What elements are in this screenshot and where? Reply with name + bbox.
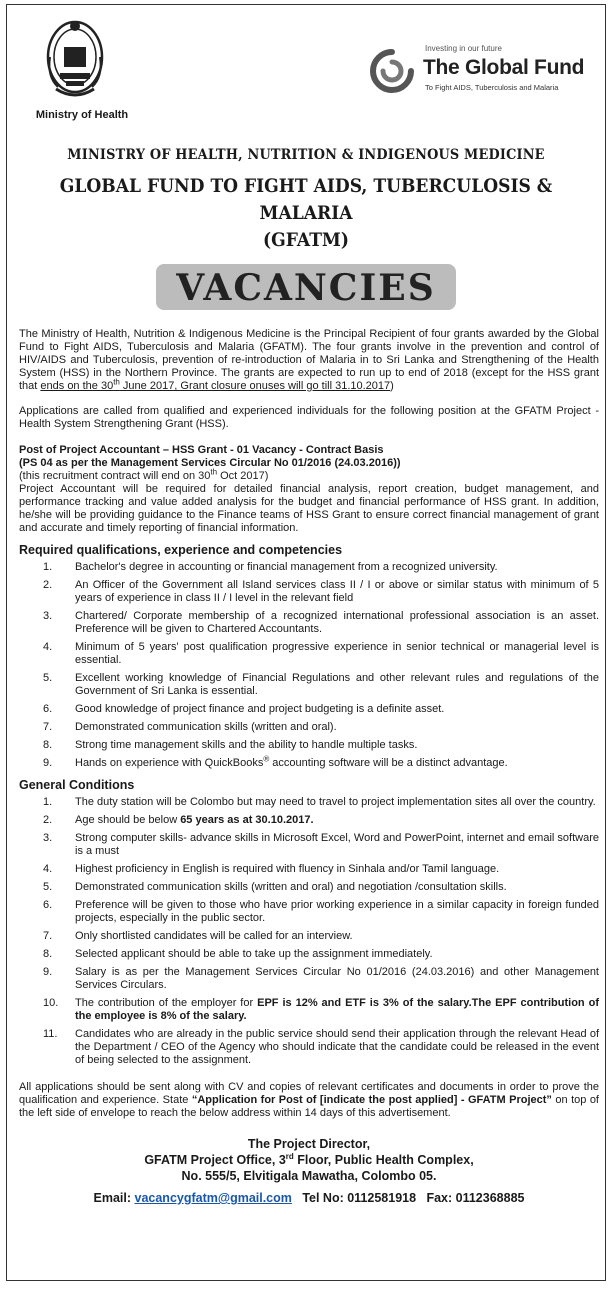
intro-underlined-b: June 2017, Grant closure onuses will go till 31.10.2017	[119, 380, 391, 392]
global-fund-tagline: Investing in our future	[425, 44, 502, 53]
item-text: Candidates who are already in the public service should send their application through the relevant Head of the Department / CEO of the Agency who should indicate that the candidate could be released in the event of being selected to the assignment.	[75, 1028, 599, 1066]
item-number: 2.	[43, 579, 53, 591]
qualifications-heading: Required qualifications, experience and competencies	[19, 543, 343, 557]
contact-line	[19, 1192, 599, 1205]
item-number: 4.	[43, 863, 53, 875]
item-number: 3.	[43, 832, 53, 844]
applications-paragraph: Applications are called from qualified and experienced individuals for the following position at the GFATM Project - Health System Strengthening Grant (HSS).	[19, 405, 599, 430]
email-label: Email:	[93, 1191, 135, 1205]
closing-b: “Application for Post of [indicate the post applied] - GFATM Project”	[191, 1094, 552, 1106]
intro-paragraph	[19, 328, 599, 393]
intro-text: The Ministry of Health, Nutrition & Indigenous Medicine is the Principal Recipient of four grants awarded by the Global Fund to Fight AIDS, Tuberculosis and Malaria (GFATM). The four grants involve in the prevention and control of HIV/AIDS and Tuberculosis, prevention of re-introduction of Malaria in to Sri Lanka and Strengthening of the Health System (HSS) in the Northern Province. The grants are expected to run up to end of 2018 (except for the HSS grant that	[19, 328, 599, 392]
item-number: 7.	[43, 721, 53, 733]
item-text: Demonstrated communication skills (written and oral) and negotiation /consultation skills.	[75, 881, 507, 893]
list-item	[19, 832, 599, 858]
vacancies-banner	[7, 264, 605, 310]
item-number: 10.	[43, 997, 59, 1009]
global-fund-logo	[359, 40, 599, 100]
list-item	[19, 739, 599, 752]
item-text: Excellent working knowledge of Financial Regulations and other relevant rules and regulations of the Government of Sri Lanka is essential.	[75, 672, 599, 697]
list-item	[19, 754, 599, 770]
item-text	[75, 997, 599, 1023]
fax-number: Fax: 0112368885	[426, 1191, 525, 1205]
item-text: Only shortlisted candidates will be called for an interview.	[75, 930, 353, 942]
address-block	[19, 1136, 599, 1184]
ministry-label: Ministry of Health	[35, 109, 129, 121]
vacancies-title: VACANCIES	[156, 264, 456, 310]
list-item	[19, 703, 599, 716]
list-item	[19, 721, 599, 734]
item-number: 9.	[43, 966, 53, 978]
item-number: 4.	[43, 641, 53, 653]
item-number: 8.	[43, 739, 53, 751]
item-number: 11.	[43, 1028, 58, 1040]
global-fund-mark-icon	[369, 48, 415, 94]
gfatm-heading-line1: GLOBAL FUND TO FIGHT AIDS, TUBERCULOSIS & MALARIA	[59, 175, 553, 224]
list-item	[19, 641, 599, 667]
item-number: 5.	[43, 881, 53, 893]
list-item	[19, 610, 599, 636]
item-text: Selected applicant should be able to take up the assignment immediately.	[75, 948, 433, 960]
item-number: 6.	[43, 703, 53, 715]
item-number: 8.	[43, 948, 53, 960]
email-link[interactable]: vacancygfatm@gmail.com	[134, 1191, 292, 1205]
body	[7, 328, 605, 1205]
global-fund-name: The Global Fund	[423, 56, 585, 79]
item-text: Good knowledge of project finance and project budgeting is a definite asset.	[75, 703, 445, 715]
address-sup: rd	[285, 1151, 294, 1161]
item-number: 3.	[43, 610, 53, 622]
list-item	[19, 863, 599, 876]
list-item	[19, 966, 599, 992]
global-fund-subtitle: To Fight AIDS, Tuberculosis and Malaria	[425, 83, 559, 92]
item-number: 1.	[43, 796, 53, 808]
sri-lanka-emblem-icon	[44, 17, 106, 101]
item-number: 2.	[43, 814, 53, 826]
post-note	[19, 467, 599, 483]
intro-end: )	[390, 380, 394, 392]
item-number: 7.	[43, 930, 53, 942]
item-text: Salary is as per the Management Services Circular No 01/2016 (24.03.2016) and other Management Services Circulars.	[75, 966, 599, 991]
c2-b: 65 years as at 30.10.2017.	[180, 814, 314, 826]
address-line2-b: Floor, Public Health Complex,	[293, 1153, 474, 1167]
closing-a: All applications should be sent along with CV and copies of relevant certificates and documents in order to prove the qualification and experience. State	[19, 1081, 599, 1106]
item9-b: accounting software will be a distinct advantage.	[269, 757, 508, 769]
list-item	[19, 930, 599, 943]
item-text: Strong computer skills- advance skills in Microsoft Excel, Word and PowerPoint, internet and email software is a must	[75, 832, 599, 857]
item-text	[75, 814, 599, 827]
ministry-heading: MINISTRY OF HEALTH, NUTRITION & INDIGENOUS MEDICINE	[67, 147, 545, 163]
closing-c: on top of the left side of envelope to reach the below address within 14 days of this advertisement.	[19, 1094, 599, 1119]
item-text: Preference will be given to those who have prior working experience in a similar capacity in foreign funded projects, especially in the public sector.	[75, 899, 599, 924]
item-number: 6.	[43, 899, 53, 911]
post-section	[19, 444, 599, 535]
item-number: 5.	[43, 672, 53, 684]
list-item	[19, 899, 599, 925]
item-number: 1.	[43, 561, 53, 573]
item-text	[75, 754, 599, 770]
address-line2	[19, 1152, 599, 1168]
post-note-sup: th	[210, 467, 218, 477]
post-description: Project Accountant will be required for detailed financial analysis, report creation, budget management, and performance tracking and value added analysis for the budget and financial performance of HSS grant. In addition, he/she will be providing guidance to the Finance teams of HSS Grant to ensure correct financial management of grant and accurate and timely reporting of financial information.	[19, 483, 599, 534]
list-item	[19, 881, 599, 894]
item-text: Bachelor's degree in accounting or financial management from a recognized university.	[75, 561, 498, 573]
intro-underlined	[40, 377, 391, 392]
item-text: The duty station will be Colombo but may need to travel to project implementation sites all over the country.	[75, 796, 596, 808]
tel-number: Tel No: 0112581918	[302, 1191, 417, 1205]
list-item	[19, 561, 599, 574]
item-text: Demonstrated communication skills (written and oral).	[75, 721, 337, 733]
closing-paragraph	[19, 1081, 599, 1120]
address-line2-a: GFATM Project Office, 3	[144, 1153, 286, 1167]
post-title: Post of Project Accountant – HSS Grant - 01 Vacancy - Contract Basis	[19, 444, 384, 456]
list-item	[19, 997, 599, 1023]
list-item	[19, 814, 599, 827]
list-item	[19, 1028, 599, 1067]
gfatm-heading-line2: (GFATM)	[263, 229, 349, 251]
conditions-list	[19, 796, 599, 1067]
item9-a: Hands on experience with QuickBooks	[75, 757, 264, 769]
list-item	[19, 672, 599, 698]
advertisement-page	[6, 4, 606, 1281]
post-ps: (PS 04 as per the Management Services Circular No 01/2016 (24.03.2016))	[19, 457, 401, 469]
item-number: 9.	[43, 757, 53, 769]
intro-underlined-a: ends on the 30	[40, 380, 114, 392]
item-text: Strong time management skills and the ability to handle multiple tasks.	[75, 739, 418, 751]
item-text: Highest proficiency in English is required with fluency in Sinhala and/or Tamil language.	[75, 863, 500, 875]
c2-a: Age should be below	[75, 814, 181, 826]
address-line1: The Project Director,	[247, 1137, 371, 1151]
c10-b: EPF is 12% and ETF is 3% of the salary.The EPF contribution of the employee is 8% of the salary.	[75, 997, 599, 1022]
header	[7, 5, 605, 125]
gfatm-heading	[37, 173, 575, 254]
qualifications-list	[19, 561, 599, 770]
registered-mark: ®	[263, 754, 270, 764]
address-line3: No. 555/5, Elvitigala Mawatha, Colombo 05.	[181, 1169, 437, 1183]
list-item	[19, 796, 599, 809]
item-text: An Officer of the Government all Island services class II / I or above or similar status with minimum of 5 years of experience in class II / I level in the relevant field	[75, 579, 599, 604]
item-text: Minimum of 5 years' post qualification progressive experience in senior technical or managerial level is essential.	[75, 641, 599, 666]
item-text: Chartered/ Corporate membership of a recognized international professional association is an asset. Preference will be given to Chartered Accountants.	[75, 610, 599, 635]
intro-sup: th	[113, 377, 120, 387]
list-item	[19, 579, 599, 605]
c10-a: The contribution of the employer for	[75, 997, 258, 1009]
list-item	[19, 948, 599, 961]
post-note-b: Oct 2017)	[217, 470, 269, 482]
post-note-a: (this recruitment contract will end on 30	[19, 470, 211, 482]
conditions-heading: General Conditions	[19, 778, 135, 792]
